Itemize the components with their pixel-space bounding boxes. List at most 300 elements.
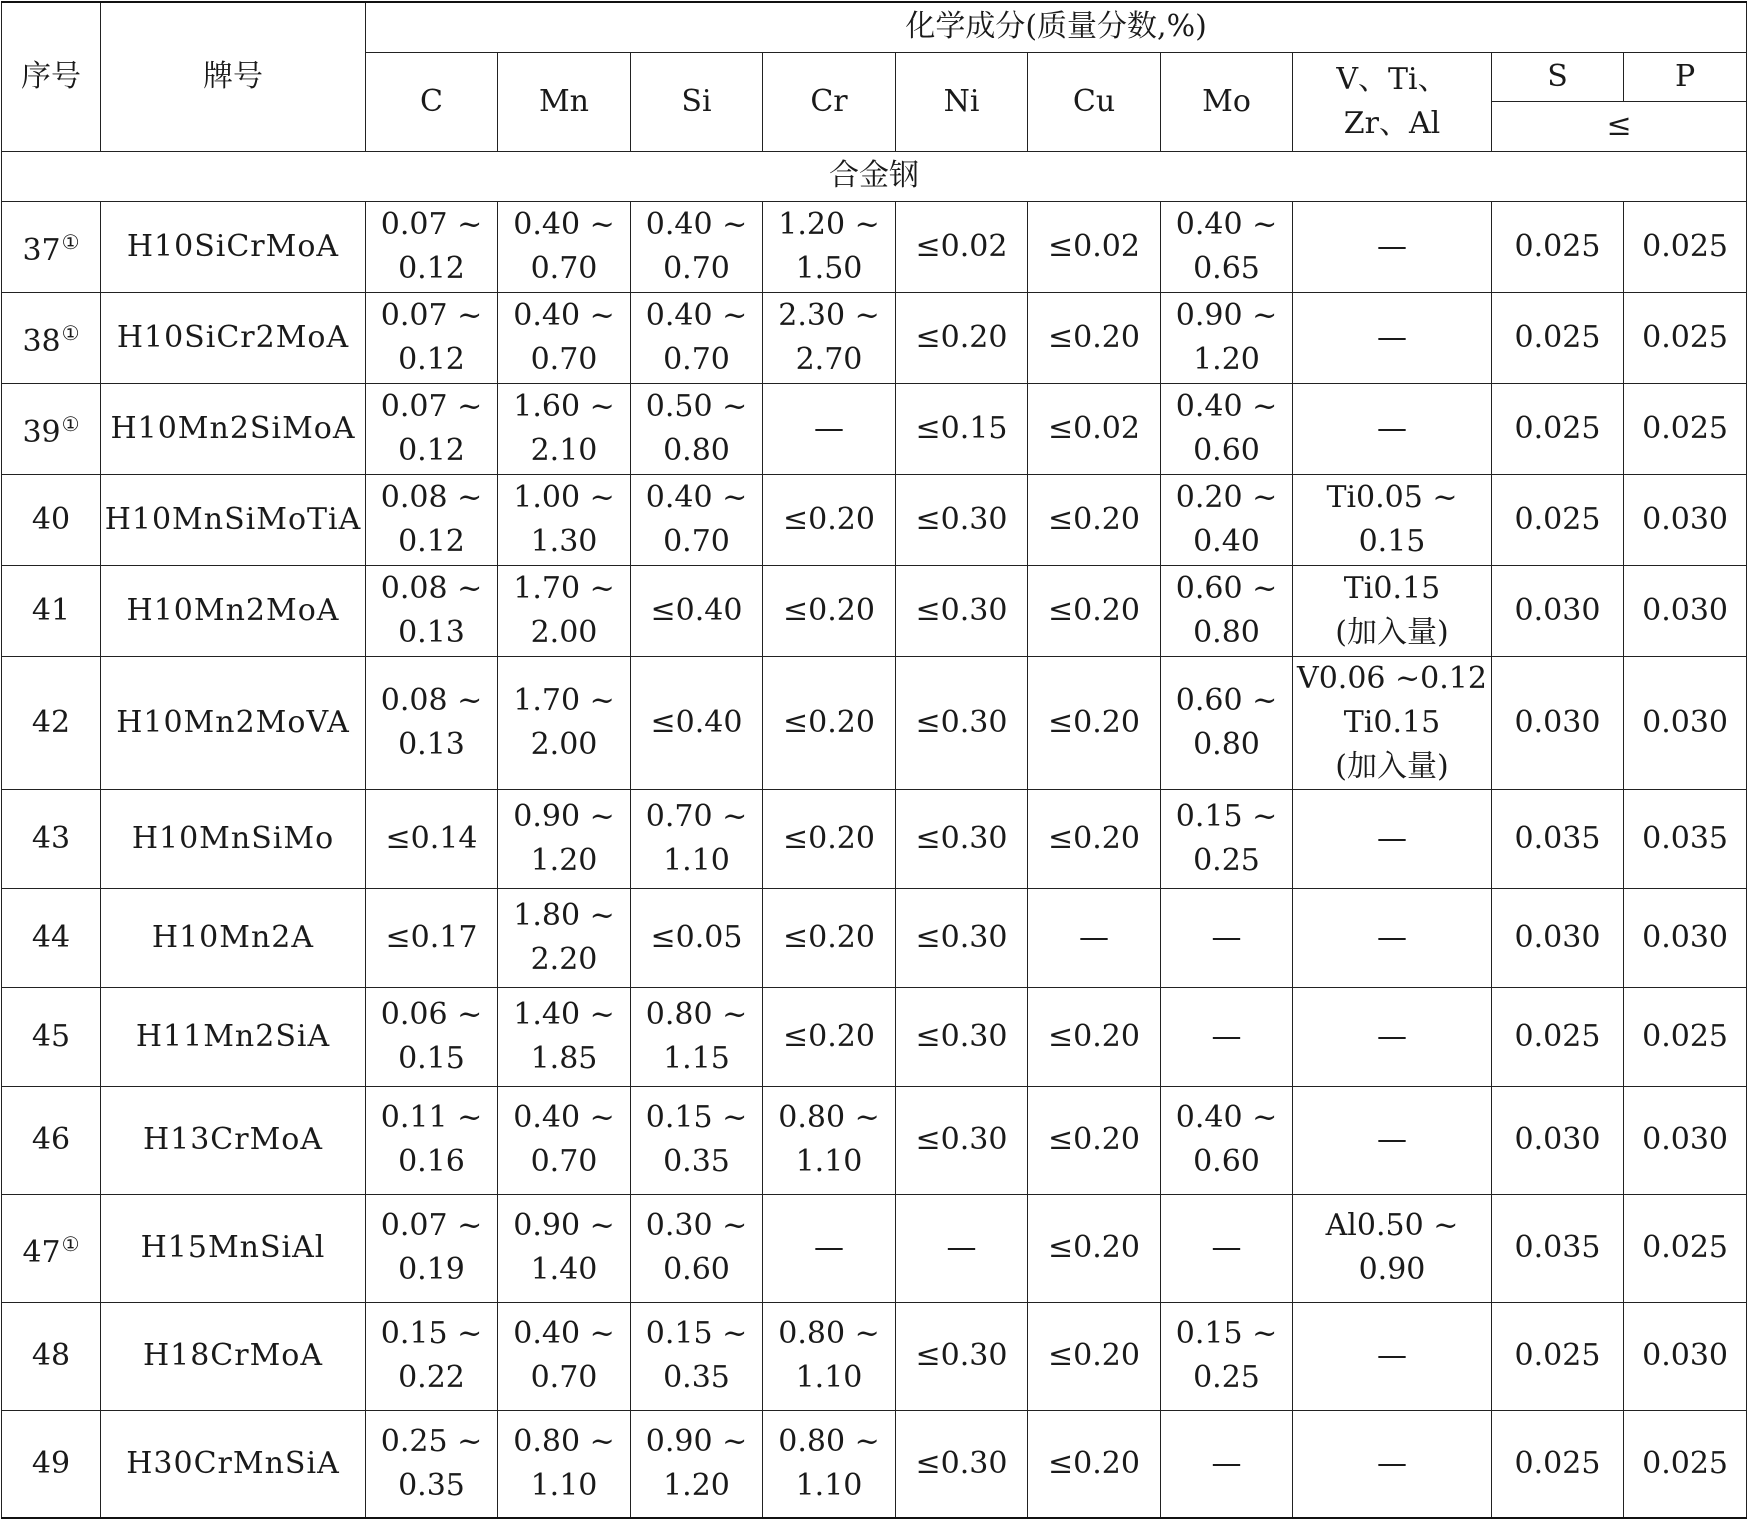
- header-grade: 牌号: [101, 2, 366, 151]
- cell-ni: [896, 1410, 1028, 1518]
- cell-line: 0.06 ~: [380, 996, 483, 1032]
- seq-number: 37: [22, 233, 61, 268]
- cell-cr: [763, 1410, 896, 1518]
- cell-line: ≤0.20: [783, 919, 875, 955]
- seq-number: 46: [31, 1122, 71, 1157]
- cell-line: 0.80 ~: [778, 1316, 880, 1351]
- table-row: [2, 1302, 1747, 1410]
- cell-line: ≤0.20: [915, 319, 1008, 355]
- cell-line: ≤0.30: [915, 501, 1008, 537]
- cell-mo: [1161, 656, 1293, 789]
- footnote-mark: ①: [61, 1231, 80, 1256]
- cell-line: 0.70: [530, 1144, 598, 1179]
- cell-s: 0.025: [1492, 201, 1624, 292]
- cell-cr: [763, 1302, 896, 1410]
- cell-line: 1.40 ~: [513, 996, 615, 1032]
- cell-p: 0.030: [1624, 1086, 1747, 1194]
- cell-v-ti-zr-al: [1293, 1194, 1492, 1302]
- cell-line: 0.15 ~: [380, 1316, 483, 1351]
- table-row: [2, 1410, 1747, 1518]
- cell-p: 0.025: [1624, 1194, 1747, 1302]
- cell-line: 0.15 ~: [645, 1100, 748, 1135]
- table-row: [2, 383, 1747, 474]
- cell-si: [631, 201, 763, 292]
- cell-mo: [1161, 474, 1293, 565]
- cell-grade: H30CrMnSiA: [101, 1410, 366, 1518]
- seq-number: 47: [22, 1234, 61, 1270]
- header-element-mn: Mn: [498, 52, 631, 151]
- cell-line: V0.06 ~0.12: [1297, 660, 1487, 696]
- cell-line: —: [1377, 228, 1407, 264]
- cell-c: [366, 987, 498, 1086]
- cell-cu: [1028, 201, 1161, 292]
- cell-cr: [763, 1194, 896, 1302]
- cell-line: 0.07 ~: [380, 1208, 483, 1243]
- cell-p: 0.025: [1624, 201, 1747, 292]
- seq-number: 39: [22, 415, 61, 450]
- cell-grade: H10Mn2MoVA: [101, 656, 366, 789]
- cell-v-ti-zr-al: [1293, 1302, 1492, 1410]
- cell-c: [366, 888, 498, 987]
- seq-number: 48: [31, 1338, 71, 1373]
- cell-line: 0.15 ~: [645, 1316, 748, 1351]
- cell-line: 0.60 ~: [1175, 682, 1278, 718]
- header-element-c: C: [366, 52, 498, 151]
- cell-seq: [2, 789, 101, 888]
- cell-cr: [763, 383, 896, 474]
- cell-line: ≤0.30: [915, 704, 1008, 740]
- cell-line: 0.65: [1193, 250, 1260, 286]
- cell-line: 0.12: [398, 250, 465, 286]
- cell-v-ti-zr-al: [1293, 565, 1492, 656]
- cell-line: 1.50: [795, 250, 863, 286]
- cell-line: —: [1377, 919, 1407, 955]
- cell-grade: H11Mn2SiA: [101, 987, 366, 1086]
- cell-mo: [1161, 201, 1293, 292]
- cell-v-ti-zr-al: [1293, 888, 1492, 987]
- cell-mn: [498, 201, 631, 292]
- cell-line: 0.11 ~: [380, 1100, 483, 1135]
- cell-line: 0.07 ~: [380, 297, 483, 333]
- cell-mo: [1161, 383, 1293, 474]
- cell-p: 0.030: [1624, 656, 1747, 789]
- cell-line: ≤0.20: [783, 820, 875, 856]
- header-element-si: Si: [631, 52, 763, 151]
- cell-p: 0.025: [1624, 383, 1747, 474]
- composition-table: [1, 1, 1747, 1519]
- cell-cu: [1028, 987, 1161, 1086]
- cell-v-ti-zr-al: [1293, 1410, 1492, 1518]
- cell-line: —: [1211, 919, 1242, 955]
- cell-grade: H10MnSiMo: [101, 789, 366, 888]
- cell-ni: [896, 1194, 1028, 1302]
- cell-line: 0.22: [398, 1360, 465, 1395]
- cell-si: [631, 1086, 763, 1194]
- cell-s: 0.025: [1492, 383, 1624, 474]
- cell-mn: [498, 383, 631, 474]
- cell-line: —: [1377, 820, 1407, 856]
- cell-s: 0.030: [1492, 565, 1624, 656]
- cell-line: 0.70: [663, 523, 730, 559]
- cell-line: 0.70: [530, 250, 598, 286]
- cell-line: 0.12: [398, 523, 465, 559]
- cell-line: 1.70 ~: [513, 682, 615, 718]
- cell-s: 0.035: [1492, 1194, 1624, 1302]
- table-row: [2, 987, 1747, 1086]
- cell-line: —: [946, 1230, 977, 1265]
- cell-cu: [1028, 1194, 1161, 1302]
- table-row: [2, 888, 1747, 987]
- cell-line: 0.80: [663, 432, 730, 468]
- cell-line: 1.80 ~: [513, 897, 615, 933]
- cell-line: 1.00 ~: [513, 479, 615, 515]
- header-element-ni: Ni: [896, 52, 1028, 151]
- cell-line: 0.19: [398, 1252, 465, 1287]
- cell-c: [366, 656, 498, 789]
- cell-grade: H10SiCr2MoA: [101, 292, 366, 383]
- cell-line: ≤0.40: [650, 704, 743, 740]
- cell-line: ≤0.20: [1048, 820, 1140, 856]
- cell-line: 0.90 ~: [1175, 297, 1278, 333]
- footnote-mark: ①: [61, 230, 80, 254]
- table-row: [2, 1194, 1747, 1302]
- cell-cu: [1028, 565, 1161, 656]
- cell-line: ≤0.30: [915, 1018, 1008, 1054]
- cell-cr: [763, 292, 896, 383]
- cell-line: —: [1211, 1445, 1242, 1481]
- cell-ni: [896, 201, 1028, 292]
- cell-seq: [2, 1086, 101, 1194]
- cell-s: 0.025: [1492, 987, 1624, 1086]
- seq-number: 45: [31, 1018, 71, 1054]
- cell-line: 0.40 ~: [645, 479, 748, 515]
- cell-cr: [763, 656, 896, 789]
- cell-seq: [2, 201, 101, 292]
- cell-si: [631, 888, 763, 987]
- header-vti-line-1: V、Ti、: [1336, 61, 1448, 97]
- cell-ni: [896, 888, 1028, 987]
- table-row: [2, 656, 1747, 789]
- cell-line: 2.20: [530, 941, 598, 977]
- cell-mn: [498, 1194, 631, 1302]
- cell-line: ≤0.20: [1048, 1122, 1140, 1157]
- cell-mn: [498, 888, 631, 987]
- cell-seq: [2, 474, 101, 565]
- cell-line: ≤0.17: [385, 919, 478, 955]
- cell-ni: [896, 383, 1028, 474]
- cell-c: [366, 383, 498, 474]
- cell-line: ≤0.20: [1048, 319, 1140, 355]
- cell-line: 2.70: [795, 341, 863, 377]
- table-row: [2, 292, 1747, 383]
- seq-number: 41: [31, 592, 71, 628]
- cell-cu: [1028, 474, 1161, 565]
- cell-line: 1.60 ~: [513, 388, 615, 424]
- cell-seq: [2, 292, 101, 383]
- cell-c: [366, 565, 498, 656]
- cell-line: 0.15 ~: [1175, 798, 1278, 834]
- cell-line: 1.20: [530, 842, 598, 878]
- footnote-mark: ①: [61, 321, 80, 345]
- cell-cu: [1028, 292, 1161, 383]
- cell-p: 0.030: [1624, 474, 1747, 565]
- cell-line: 0.90 ~: [513, 1208, 615, 1243]
- cell-line: ≤0.14: [385, 820, 478, 856]
- cell-line: 0.90: [1358, 1252, 1426, 1287]
- cell-c: [366, 292, 498, 383]
- cell-line: ≤0.20: [1048, 1230, 1140, 1265]
- cell-line: ≤0.20: [783, 592, 875, 628]
- cell-mo: [1161, 1086, 1293, 1194]
- cell-mn: [498, 656, 631, 789]
- cell-grade: H13CrMoA: [101, 1086, 366, 1194]
- cell-line: 0.08 ~: [380, 682, 483, 718]
- cell-line: 0.80: [1193, 726, 1260, 762]
- cell-line: 2.00: [530, 726, 598, 762]
- cell-ni: [896, 987, 1028, 1086]
- cell-c: [366, 1302, 498, 1410]
- cell-v-ti-zr-al: [1293, 987, 1492, 1086]
- cell-mn: [498, 474, 631, 565]
- cell-line: —: [1377, 1338, 1407, 1373]
- cell-line: ≤0.15: [915, 410, 1008, 446]
- cell-line: 0.40 ~: [645, 206, 748, 242]
- cell-line: —: [1377, 1122, 1407, 1157]
- cell-cu: [1028, 1302, 1161, 1410]
- cell-cr: [763, 1086, 896, 1194]
- seq-number: 49: [31, 1445, 71, 1481]
- cell-cu: [1028, 656, 1161, 789]
- cell-line: ≤0.20: [1048, 1018, 1140, 1054]
- cell-mo: [1161, 789, 1293, 888]
- header-element-s: S: [1492, 52, 1624, 101]
- seq-number: 44: [31, 919, 71, 955]
- cell-line: 0.15: [1358, 523, 1426, 559]
- header-element-v-ti-zr-al: [1293, 52, 1492, 151]
- cell-line: 1.10: [795, 1360, 863, 1395]
- cell-c: [366, 1086, 498, 1194]
- cell-line: 0.50 ~: [645, 388, 748, 424]
- cell-line: 0.08 ~: [380, 570, 483, 606]
- cell-p: 0.025: [1624, 292, 1747, 383]
- cell-line: Ti0.15: [1343, 704, 1441, 740]
- cell-line: ≤0.20: [1048, 704, 1140, 740]
- cell-cu: [1028, 383, 1161, 474]
- cell-cu: [1028, 1086, 1161, 1194]
- cell-ni: [896, 565, 1028, 656]
- cell-ni: [896, 656, 1028, 789]
- cell-grade: H10SiCrMoA: [101, 201, 366, 292]
- cell-line: ≤0.20: [1048, 501, 1140, 537]
- header-seq: 序号: [2, 2, 101, 151]
- cell-mn: [498, 1410, 631, 1518]
- cell-v-ti-zr-al: [1293, 292, 1492, 383]
- cell-p: 0.030: [1624, 888, 1747, 987]
- table-row: [2, 474, 1747, 565]
- cell-seq: [2, 656, 101, 789]
- cell-c: [366, 201, 498, 292]
- cell-line: —: [814, 1230, 844, 1265]
- header-element-mo: Mo: [1161, 52, 1293, 151]
- cell-c: [366, 1410, 498, 1518]
- cell-mn: [498, 1086, 631, 1194]
- cell-line: 0.40 ~: [1175, 1100, 1278, 1135]
- cell-cr: [763, 474, 896, 565]
- cell-line: 0.60: [1193, 1144, 1260, 1179]
- cell-mo: [1161, 565, 1293, 656]
- cell-ni: [896, 1086, 1028, 1194]
- cell-v-ti-zr-al: [1293, 656, 1492, 789]
- cell-mo: [1161, 292, 1293, 383]
- header-element-cr: Cr: [763, 52, 896, 151]
- cell-line: 0.40 ~: [513, 206, 615, 242]
- seq-number: 42: [31, 704, 71, 740]
- cell-line: —: [1377, 319, 1407, 355]
- cell-line: 1.30: [530, 523, 598, 559]
- cell-line: 1.10: [795, 1467, 863, 1503]
- cell-mn: [498, 292, 631, 383]
- footnote-mark: ①: [61, 412, 80, 436]
- cell-seq: [2, 1302, 101, 1410]
- cell-v-ti-zr-al: [1293, 474, 1492, 565]
- cell-si: [631, 474, 763, 565]
- cell-mn: [498, 789, 631, 888]
- cell-cr: [763, 888, 896, 987]
- seq-number: 38: [22, 324, 61, 359]
- cell-si: [631, 383, 763, 474]
- cell-line: —: [814, 410, 844, 446]
- cell-s: 0.030: [1492, 1086, 1624, 1194]
- cell-line: 0.35: [398, 1467, 465, 1503]
- cell-line: 0.35: [663, 1360, 730, 1395]
- cell-line: —: [1079, 919, 1109, 955]
- cell-line: 0.80: [1193, 614, 1260, 650]
- cell-line: ≤0.30: [915, 1338, 1008, 1373]
- cell-line: —: [1377, 410, 1407, 446]
- cell-line: ≤0.20: [1048, 1445, 1140, 1481]
- cell-seq: [2, 888, 101, 987]
- cell-cu: [1028, 789, 1161, 888]
- cell-line: 1.20 ~: [778, 206, 880, 242]
- cell-line: 0.80 ~: [778, 1100, 880, 1135]
- cell-p: 0.030: [1624, 565, 1747, 656]
- cell-line: 1.70 ~: [513, 570, 615, 606]
- cell-ni: [896, 474, 1028, 565]
- cell-line: ≤0.05: [650, 919, 743, 955]
- cell-line: ≤0.02: [1048, 228, 1140, 264]
- cell-line: 0.80 ~: [513, 1423, 615, 1459]
- cell-line: 0.25 ~: [380, 1423, 483, 1459]
- cell-si: [631, 789, 763, 888]
- cell-line: 0.15 ~: [1175, 1316, 1278, 1351]
- cell-line: ≤0.02: [915, 228, 1008, 264]
- cell-line: 0.12: [398, 432, 465, 468]
- cell-cu: [1028, 1410, 1161, 1518]
- header-composition-group: 化学成分(质量分数,%): [366, 2, 1747, 52]
- cell-line: —: [1211, 1230, 1242, 1265]
- cell-line: 0.90 ~: [513, 798, 615, 834]
- cell-line: 2.00: [530, 614, 598, 650]
- cell-mn: [498, 565, 631, 656]
- cell-ni: [896, 1302, 1028, 1410]
- cell-v-ti-zr-al: [1293, 1086, 1492, 1194]
- cell-si: [631, 1410, 763, 1518]
- cell-c: [366, 1194, 498, 1302]
- cell-line: (加入量): [1335, 614, 1449, 650]
- cell-line: 1.10: [663, 842, 730, 878]
- cell-s: 0.025: [1492, 1302, 1624, 1410]
- cell-seq: [2, 987, 101, 1086]
- cell-line: ≤0.02: [1048, 410, 1140, 446]
- cell-line: 1.15: [663, 1040, 730, 1076]
- cell-seq: [2, 1194, 101, 1302]
- cell-line: 2.30 ~: [778, 297, 880, 333]
- cell-line: 0.25: [1193, 1360, 1260, 1395]
- cell-line: 0.90 ~: [645, 1423, 748, 1459]
- cell-s: 0.030: [1492, 888, 1624, 987]
- cell-mo: [1161, 1194, 1293, 1302]
- cell-mn: [498, 1302, 631, 1410]
- cell-s: 0.025: [1492, 292, 1624, 383]
- cell-line: ≤0.30: [915, 820, 1008, 856]
- cell-line: 1.20: [663, 1467, 730, 1503]
- cell-line: Ti0.15: [1343, 570, 1441, 606]
- cell-line: 0.16: [398, 1144, 465, 1179]
- cell-line: ≤0.20: [1048, 1338, 1140, 1373]
- header-element-cu: Cu: [1028, 52, 1161, 151]
- cell-mo: [1161, 1302, 1293, 1410]
- cell-line: ≤0.40: [650, 592, 743, 628]
- section-title: 合金钢: [2, 151, 1747, 201]
- cell-p: 0.035: [1624, 789, 1747, 888]
- cell-s: 0.025: [1492, 1410, 1624, 1518]
- header-max-sign: ≤: [1492, 101, 1747, 151]
- cell-si: [631, 1302, 763, 1410]
- table-row: [2, 565, 1747, 656]
- seq-number: 43: [31, 820, 71, 856]
- cell-p: 0.030: [1624, 1302, 1747, 1410]
- cell-cr: [763, 789, 896, 888]
- cell-line: 0.07 ~: [380, 388, 483, 424]
- cell-line: 0.08 ~: [380, 479, 483, 515]
- cell-p: 0.025: [1624, 1410, 1747, 1518]
- cell-line: 0.13: [398, 726, 465, 762]
- cell-s: 0.035: [1492, 789, 1624, 888]
- cell-mo: [1161, 987, 1293, 1086]
- cell-line: —: [1377, 1445, 1407, 1481]
- cell-grade: H10Mn2SiMoA: [101, 383, 366, 474]
- cell-v-ti-zr-al: [1293, 383, 1492, 474]
- cell-cu: [1028, 888, 1161, 987]
- cell-line: Ti0.05 ~: [1326, 479, 1458, 515]
- cell-line: ≤0.20: [783, 704, 875, 740]
- cell-line: 0.20 ~: [1175, 479, 1278, 515]
- cell-line: ≤0.20: [783, 501, 875, 537]
- cell-cr: [763, 565, 896, 656]
- cell-seq: [2, 565, 101, 656]
- cell-seq: [2, 383, 101, 474]
- cell-ni: [896, 789, 1028, 888]
- cell-line: 0.40 ~: [1175, 388, 1278, 424]
- cell-grade: H10Mn2MoA: [101, 565, 366, 656]
- cell-grade: H18CrMoA: [101, 1302, 366, 1410]
- cell-line: 1.85: [530, 1040, 598, 1076]
- cell-c: [366, 789, 498, 888]
- cell-si: [631, 1194, 763, 1302]
- cell-line: 2.10: [530, 432, 598, 468]
- cell-v-ti-zr-al: [1293, 789, 1492, 888]
- cell-line: 0.30 ~: [645, 1208, 748, 1243]
